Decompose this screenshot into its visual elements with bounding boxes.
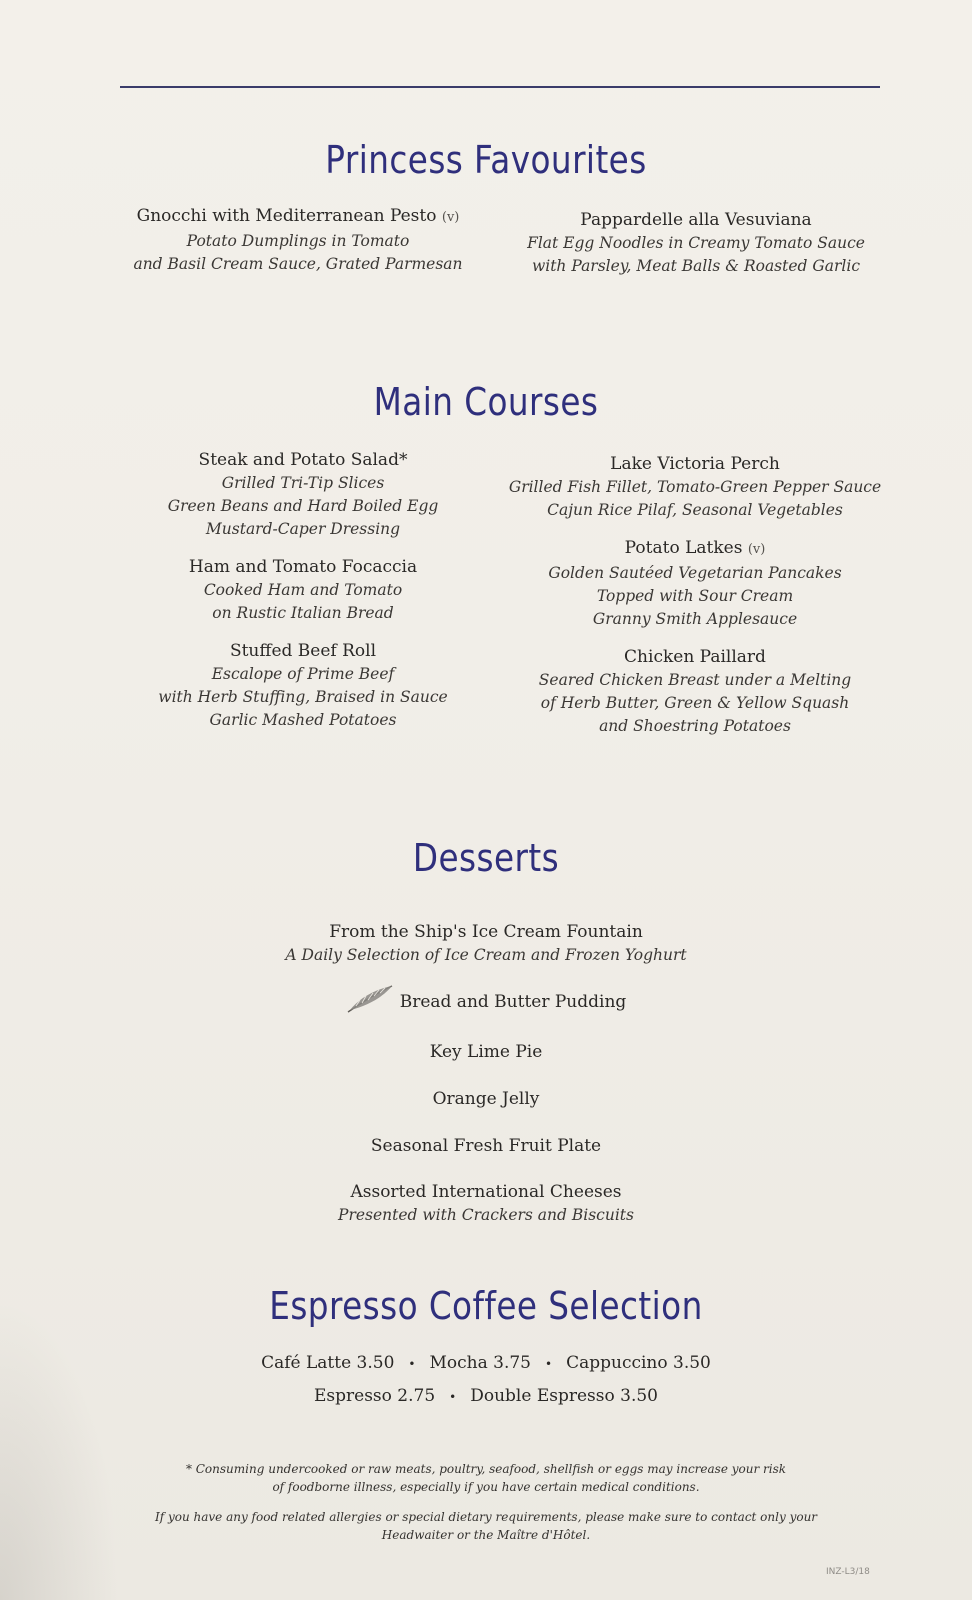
dish-desc: of Herb Butter, Green & Yellow Squash [540, 694, 850, 712]
dish-name: From the Ship's Ice Cream Fountain [329, 922, 643, 942]
coffee-item: Café Latte 3.50 [261, 1353, 395, 1373]
favourites-right [520, 208, 872, 278]
dish-desc: Flat Egg Noodles in Creamy Tomato Sauce [527, 234, 865, 252]
fern-leaf-icon [346, 984, 394, 1021]
dish-desc: and Basil Cream Sauce, Grated Parmesan [133, 255, 463, 273]
dish-desc: with Parsley, Meat Balls & Roasted Garlic [531, 257, 861, 275]
dish-desc: Seared Chicken Breast under a Melting [538, 671, 852, 689]
notice-line: If you have any food related allergies or special dietary requirements, please make sure to contact only your [154, 1510, 818, 1524]
dish-desc: Golden Sautéed Vegetarian Pancakes [548, 564, 842, 582]
bullet: • [449, 1389, 457, 1404]
dish-name: Assorted International Cheeses [350, 1182, 622, 1202]
dish-name: Pappardelle alla Vesuviana [580, 210, 812, 230]
notice-line: Headwaiter or the Maître d'Hôtel. [381, 1528, 591, 1542]
coffee-title: Espresso Coffee Selection [269, 1284, 703, 1328]
coffee-row-1 [0, 1353, 972, 1373]
dish-name: Steak and Potato Salad* [198, 450, 408, 470]
dish-name: Chicken Paillard [624, 647, 766, 667]
dish-desc: Cooked Ham and Tomato [203, 581, 403, 599]
menu-item [0, 1134, 972, 1158]
menu-item [150, 448, 456, 541]
desserts-title: Desserts [412, 836, 560, 880]
dish-desc: Garlic Mashed Potatoes [209, 711, 397, 729]
dish-desc: Grilled Fish Fillet, Tomato-Green Pepper Sauce [508, 478, 882, 496]
menu-item [506, 645, 884, 738]
dish-desc: Mustard-Caper Dressing [205, 520, 401, 538]
coffee-item: Espresso 2.75 [314, 1386, 436, 1406]
dish-name: Ham and Tomato Focaccia [188, 557, 418, 577]
menu-item [0, 1040, 972, 1064]
coffee-item: Mocha 3.75 [429, 1353, 532, 1373]
dish-desc: A Daily Selection of Ice Cream and Frozen Yoghurt [285, 946, 687, 964]
menu-item [150, 639, 456, 732]
dish-name: Gnocchi with Mediterranean Pesto (v) [136, 206, 460, 226]
page-shadow [0, 1300, 120, 1600]
dish-desc: Presented with Crackers and Biscuits [338, 1206, 634, 1224]
menu-item [150, 555, 456, 625]
notice-line: * Consuming undercooked or raw meats, poultry, seafood, shellfish or eggs may increase your risk [185, 1462, 787, 1476]
coffee-item: Double Espresso 3.50 [470, 1386, 658, 1406]
dish-desc: and Shoestring Potatoes [599, 717, 791, 735]
dish-desc: Topped with Sour Cream [596, 587, 794, 605]
coffee-item: Cappuccino 3.50 [566, 1353, 711, 1373]
menu-item [0, 1087, 972, 1111]
dish-desc: with Herb Stuffing, Braised in Sauce [158, 688, 448, 706]
dish-desc: Escalope of Prime Beef [211, 665, 395, 683]
dish-name: Seasonal Fresh Fruit Plate [370, 1136, 602, 1156]
dish-name: Stuffed Beef Roll [229, 641, 377, 661]
menu-item [506, 536, 884, 631]
dish-desc: Potato Dumplings in Tomato [186, 232, 410, 250]
notice-line: of foodborne illness, especially if you have certain medical conditions. [272, 1480, 700, 1494]
coffee-row-2 [0, 1386, 972, 1406]
menu-item [0, 984, 972, 1021]
allergy-notice [120, 1508, 852, 1544]
bullet: • [545, 1356, 553, 1371]
mains-left [150, 448, 456, 746]
menu-item [0, 920, 972, 967]
top-rule [120, 86, 880, 88]
menu-item [506, 452, 884, 522]
consumption-notice [150, 1460, 822, 1496]
dish-name: Lake Victoria Perch [610, 454, 780, 474]
dish-desc: on Rustic Italian Bread [212, 604, 394, 622]
mains-title: Main Courses [373, 380, 599, 424]
dish-desc: Cajun Rice Pilaf, Seasonal Vegetables [547, 501, 843, 519]
dish-name: Orange Jelly [432, 1089, 540, 1109]
favourites-left [120, 204, 476, 276]
dish-desc: Granny Smith Applesauce [592, 610, 798, 628]
dish-name: Potato Latkes (v) [624, 538, 766, 558]
dish-name: Bread and Butter Pudding [0, 984, 972, 1021]
bullet: • [408, 1356, 416, 1371]
dish-desc: Grilled Tri-Tip Slices [221, 474, 385, 492]
menu-code: INZ-L3/18 [826, 1567, 870, 1577]
menu-item [0, 1180, 972, 1227]
mains-right [506, 452, 884, 752]
dish-desc: Green Beans and Hard Boiled Egg [167, 497, 439, 515]
dish-name: Key Lime Pie [429, 1042, 543, 1062]
favourites-title: Princess Favourites [325, 138, 647, 182]
